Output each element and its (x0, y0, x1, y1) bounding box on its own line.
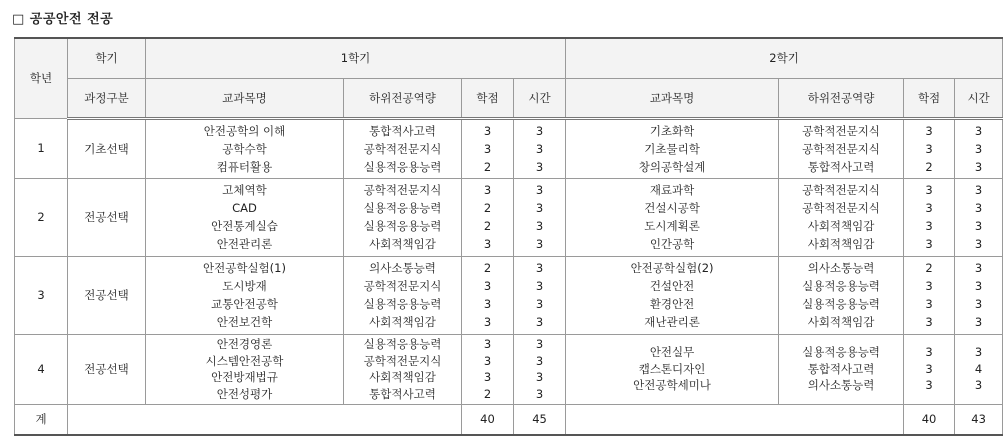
credit: 3 (483, 353, 492, 368)
s1-credit-list (462, 334, 514, 404)
s1-competency-list (344, 256, 462, 334)
course-name: 컴퓨터활용 (216, 159, 273, 174)
credit: 3 (925, 315, 933, 329)
total-blank-s1 (68, 404, 462, 435)
s1-hours-list (514, 118, 566, 178)
course-name: 안전공학세미나 (633, 378, 711, 393)
course-name: 안전통계실습 (211, 219, 278, 233)
hours: 3 (535, 237, 544, 251)
competency: 사회적책임감 (369, 237, 436, 251)
course-name: 안전방재법규 (211, 370, 278, 384)
credit: 3 (925, 219, 933, 233)
competency: 공학적전문지식 (363, 183, 442, 197)
s2-competency-list (779, 178, 904, 256)
course-name: 인간공학 (649, 237, 695, 251)
course-type-cell: 기초선택 (68, 118, 146, 178)
s2-course-list (566, 178, 779, 256)
hours: 3 (974, 345, 983, 360)
course-type-cell: 전공선택 (68, 334, 146, 404)
competency: 공학적전문지식 (363, 353, 442, 368)
competency: 공학적전문지식 (802, 141, 880, 156)
competency: 통합적사고력 (807, 159, 875, 174)
hours: 3 (535, 337, 544, 351)
competency: 통합적사고력 (807, 361, 875, 376)
s1-hours-list (514, 334, 566, 404)
course-name: 건설시공학 (644, 201, 700, 215)
s1-course-list (146, 118, 344, 178)
hours: 3 (535, 261, 544, 275)
s1-hours-list (514, 256, 566, 334)
semester-2-header: 2학기 (566, 38, 1003, 78)
credit: 3 (925, 237, 933, 251)
hours: 3 (535, 279, 544, 293)
s2-credit-list (904, 178, 955, 256)
competency: 공학적전문지식 (363, 279, 442, 293)
hours: 3 (974, 123, 983, 138)
course-name: 고체역학 (222, 183, 267, 197)
grade-header: 학년 (15, 38, 68, 118)
curriculum-table (14, 37, 1003, 436)
s2-competency-list (779, 256, 904, 334)
s2-total-hours: 43 (955, 404, 1003, 435)
credit: 2 (483, 159, 492, 174)
competency: 실용적응용능력 (363, 201, 442, 215)
course-name: 안전실무 (649, 345, 695, 360)
course-name: 공학수학 (222, 141, 267, 156)
competency: 사회적책임감 (369, 315, 436, 329)
credit-header: 학점 (904, 78, 955, 118)
competency: 실용적응용능력 (802, 297, 880, 311)
credit: 3 (925, 201, 933, 215)
competency: 의사소통능력 (807, 378, 875, 393)
course-type-cell: 전공선택 (68, 256, 146, 334)
course-name: 건설안전 (649, 279, 695, 293)
competency: 사회적책임감 (807, 315, 875, 329)
credit: 3 (925, 345, 933, 360)
table-row (15, 118, 1003, 178)
hours: 3 (535, 370, 544, 384)
s1-competency-list (344, 118, 462, 178)
competency: 실용적응용능력 (802, 345, 880, 360)
s1-competency-list (344, 334, 462, 404)
credit: 3 (925, 123, 933, 138)
competency: 공학적전문지식 (802, 201, 880, 215)
credit: 3 (483, 315, 492, 329)
credit: 2 (483, 219, 492, 233)
course-name: 기초화학 (649, 123, 695, 138)
competency: 통합적사고력 (369, 386, 436, 401)
course-name: 교통안전공학 (211, 297, 278, 311)
s1-course-list (146, 256, 344, 334)
hours: 3 (974, 183, 983, 197)
hours: 3 (535, 141, 544, 156)
competency-header: 하위전공역량 (779, 78, 904, 118)
competency: 의사소통능력 (807, 261, 875, 275)
credit: 3 (483, 141, 492, 156)
s1-hours-list (514, 178, 566, 256)
course-name: CAD (232, 201, 257, 215)
s1-credit-list (462, 118, 514, 178)
s2-hours-list (955, 118, 1003, 178)
credit: 3 (925, 183, 933, 197)
grade-cell: 1 (15, 118, 68, 178)
competency: 통합적사고력 (369, 123, 436, 138)
hours: 3 (974, 261, 983, 275)
course-name: 안전경영론 (216, 337, 273, 351)
hours: 3 (535, 183, 544, 197)
credit: 2 (483, 201, 492, 215)
hours: 3 (535, 353, 544, 368)
hours: 3 (535, 219, 544, 233)
credit: 3 (925, 361, 933, 376)
credit: 3 (483, 279, 492, 293)
s2-competency-list (779, 334, 904, 404)
course-name: 재난관리론 (644, 315, 700, 329)
s1-credit-list (462, 178, 514, 256)
s1-credit-list (462, 256, 514, 334)
s1-course-list (146, 178, 344, 256)
course-name: 도시방재 (222, 279, 267, 293)
credit: 2 (483, 261, 492, 275)
course-name: 안전성평가 (216, 386, 273, 401)
credit: 3 (925, 297, 933, 311)
header-row-1 (15, 38, 1003, 78)
hours: 3 (974, 141, 983, 156)
credit: 3 (483, 183, 492, 197)
course-name: 안전공학의 이해 (203, 123, 286, 138)
hours: 3 (535, 297, 544, 311)
hours: 3 (535, 159, 544, 174)
hours: 3 (535, 201, 544, 215)
hours-header: 시간 (514, 78, 566, 118)
course-name: 캡스톤디자인 (638, 361, 706, 376)
grade-cell: 2 (15, 178, 68, 256)
course-name: 안전보건학 (216, 315, 273, 329)
credit: 3 (483, 123, 492, 138)
total-row (15, 404, 1003, 435)
grade-cell: 4 (15, 334, 68, 404)
s1-course-list (146, 334, 344, 404)
s2-total-credits: 40 (904, 404, 955, 435)
hours: 3 (535, 123, 544, 138)
header-row-2 (15, 78, 1003, 118)
course-name: 도시계획론 (644, 219, 700, 233)
course-name: 환경안전 (649, 297, 695, 311)
s2-course-list (566, 334, 779, 404)
hours: 3 (535, 386, 544, 401)
s2-hours-list (955, 256, 1003, 334)
page-title: □ 공공안전 전공 (12, 12, 114, 27)
credit: 3 (483, 237, 492, 251)
grade-cell: 3 (15, 256, 68, 334)
course-name: 안전공학실험(2) (630, 261, 714, 275)
course-name: 안전관리론 (216, 237, 273, 251)
competency: 실용적응용능력 (802, 279, 880, 293)
credit: 2 (925, 159, 933, 174)
credit: 3 (483, 337, 492, 351)
competency: 실용적응용능력 (363, 297, 442, 311)
competency: 사회적책임감 (369, 370, 436, 384)
competency: 사회적책임감 (807, 219, 875, 233)
s2-hours-list (955, 178, 1003, 256)
hours-header: 시간 (955, 78, 1003, 118)
s2-course-list (566, 256, 779, 334)
semester-header: 학기 (68, 38, 146, 78)
hours: 3 (974, 378, 983, 393)
competency: 의사소통능력 (369, 261, 436, 275)
credit-header: 학점 (462, 78, 514, 118)
subject-header: 교과목명 (566, 78, 779, 118)
s1-competency-list (344, 178, 462, 256)
hours: 3 (974, 201, 983, 215)
competency: 실용적응용능력 (363, 337, 442, 351)
credit: 3 (925, 141, 933, 156)
course-type-cell: 전공선택 (68, 178, 146, 256)
credit: 3 (483, 370, 492, 384)
hours: 3 (974, 159, 983, 174)
course-type-header: 과정구분 (68, 78, 146, 118)
competency-header: 하위전공역량 (344, 78, 462, 118)
hours: 3 (535, 315, 544, 329)
competency: 공학적전문지식 (802, 183, 880, 197)
s2-credit-list (904, 334, 955, 404)
credit: 3 (483, 297, 492, 311)
s2-course-list (566, 118, 779, 178)
s2-credit-list (904, 256, 955, 334)
s2-hours-list (955, 334, 1003, 404)
competency: 사회적책임감 (807, 237, 875, 251)
competency: 실용적응용능력 (363, 159, 442, 174)
hours: 3 (974, 219, 983, 233)
hours: 3 (974, 279, 983, 293)
credit: 3 (925, 378, 933, 393)
competency: 공학적전문지식 (363, 141, 442, 156)
hours: 3 (974, 315, 983, 329)
course-name: 기초물리학 (644, 141, 700, 156)
total-label: 계 (15, 404, 68, 435)
table-row (15, 178, 1003, 256)
course-name: 창의공학설계 (638, 159, 706, 174)
competency: 공학적전문지식 (802, 123, 880, 138)
course-name: 재료과학 (649, 183, 695, 197)
table-row (15, 256, 1003, 334)
credit: 2 (483, 386, 492, 401)
course-name: 안전공학실험(1) (203, 261, 286, 275)
s1-total-hours: 45 (514, 404, 566, 435)
hours: 3 (974, 237, 983, 251)
credit: 2 (925, 261, 933, 275)
competency: 실용적응용능력 (363, 219, 442, 233)
table-row (15, 334, 1003, 404)
hours: 4 (974, 361, 983, 376)
semester-1-header: 1학기 (146, 38, 566, 78)
course-name: 시스템안전공학 (205, 353, 284, 368)
s2-competency-list (779, 118, 904, 178)
hours: 3 (974, 297, 983, 311)
s1-total-credits: 40 (462, 404, 514, 435)
total-blank-s2 (566, 404, 904, 435)
subject-header: 교과목명 (146, 78, 344, 118)
s2-credit-list (904, 118, 955, 178)
credit: 3 (925, 279, 933, 293)
